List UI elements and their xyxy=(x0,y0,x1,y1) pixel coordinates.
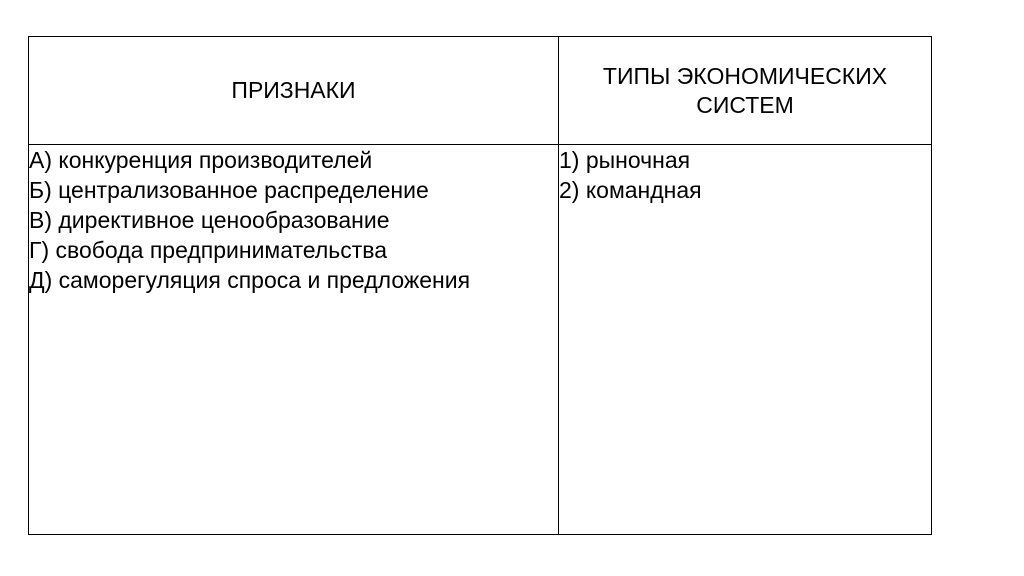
feature-item-g: Г) свобода предпринимательства xyxy=(29,237,388,263)
matching-table xyxy=(28,36,932,535)
feature-item-d: Д) саморегуляция спроса и предложения xyxy=(29,267,471,293)
feature-item-a: А) конкуренция производителей xyxy=(29,147,373,173)
table-header-row xyxy=(29,37,932,145)
feature-item-b: Б) централизованное распределение xyxy=(29,177,429,203)
features-cell xyxy=(29,145,559,535)
table-body-row xyxy=(29,145,932,535)
header-features: ПРИЗНАКИ xyxy=(29,37,559,145)
header-economic-system-types: ТИПЫ ЭКОНОМИЧЕСКИХ СИСТЕМ xyxy=(559,37,932,145)
type-item-1: 1) рыночная xyxy=(559,147,691,173)
type-item-2: 2) командная xyxy=(559,177,702,203)
feature-item-v: В) директивное ценообразование xyxy=(29,207,390,233)
types-cell xyxy=(559,145,932,535)
